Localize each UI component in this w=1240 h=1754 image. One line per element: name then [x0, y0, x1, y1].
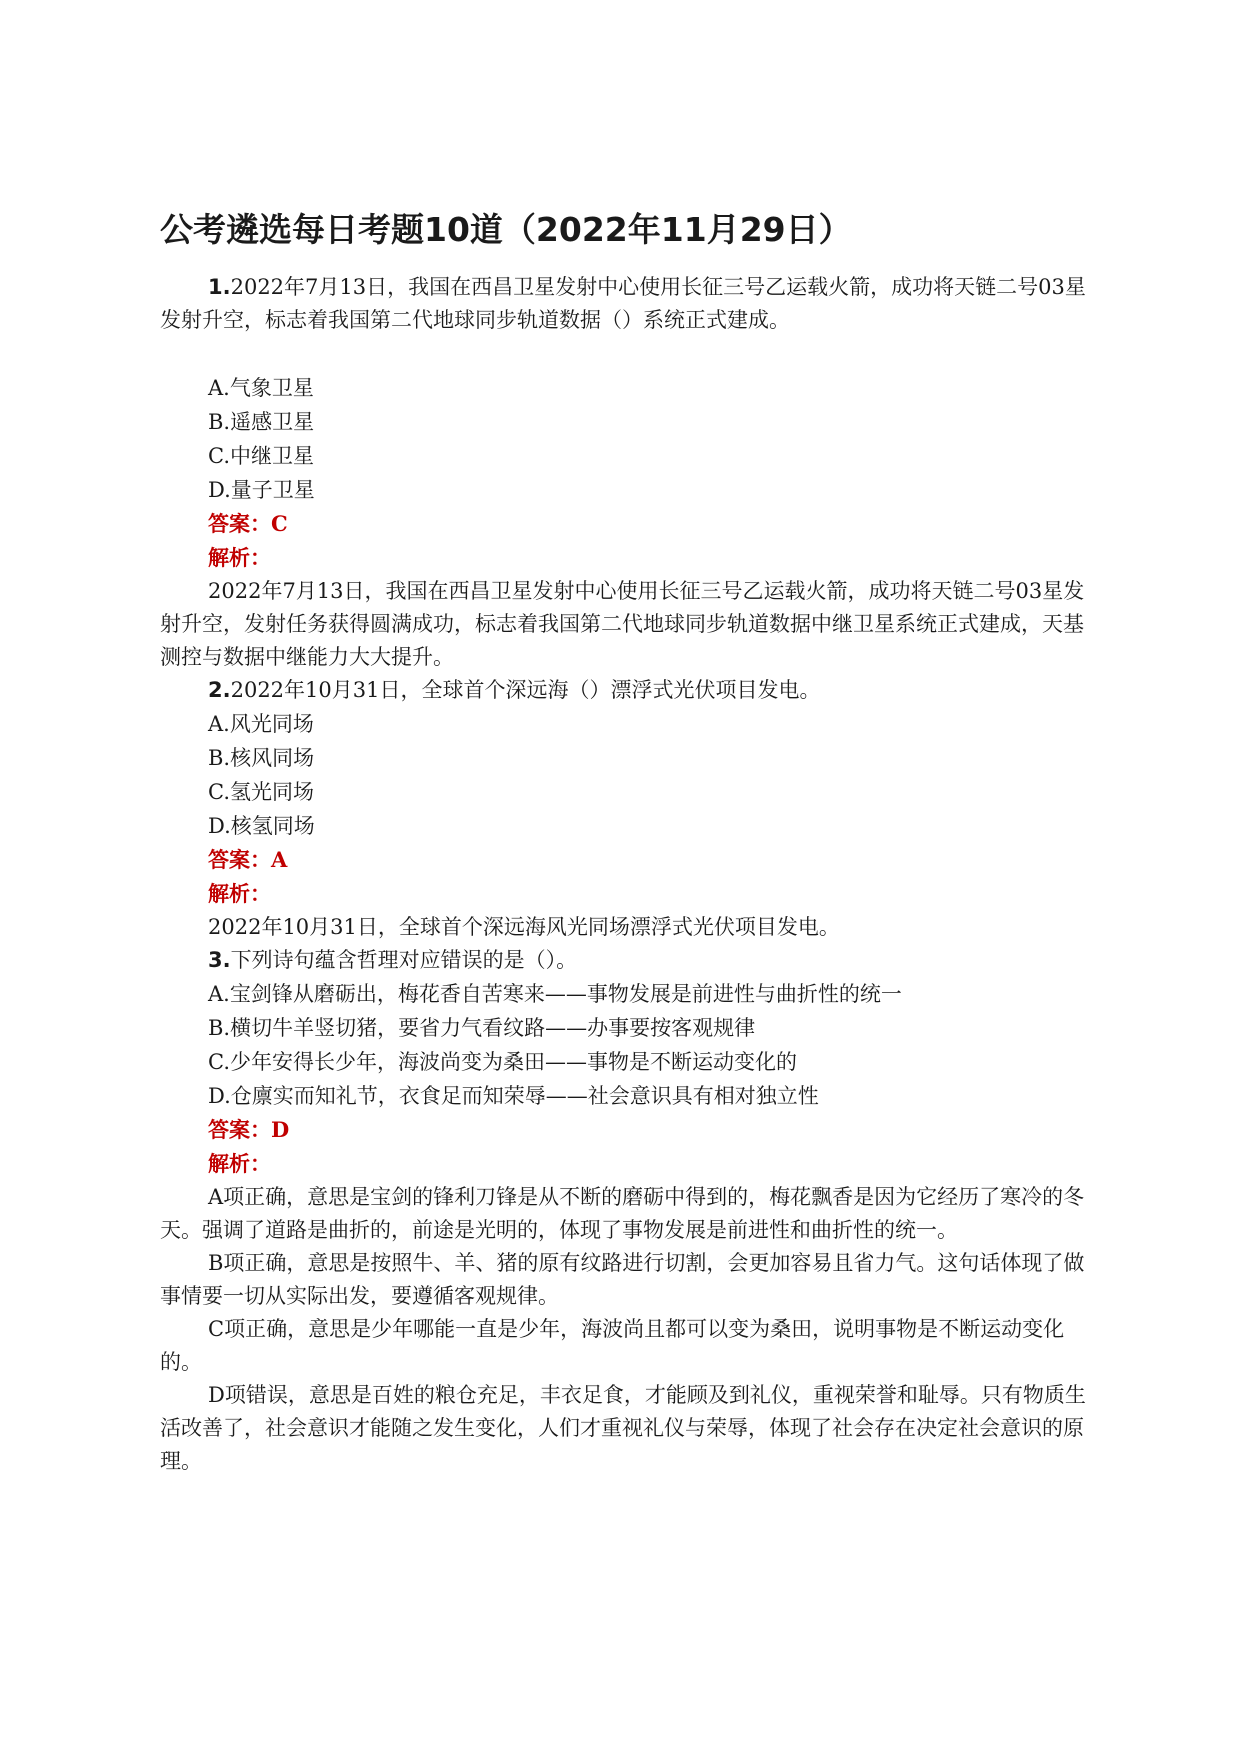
document-page [160, 205, 1090, 1478]
analysis-text: A项正确，意思是宝剑的锋利刀锋是从不断的磨砺中得到的，梅花飘香是因为它经历了寒冷的冬天。强调了道路是曲折的，前途是光明的，体现了事物发展是前进性和曲折性的统一。 [160, 1185, 1085, 1242]
option-d: D.量子卫星 [208, 478, 315, 502]
answer-label: 答案：A [208, 847, 288, 872]
question-text: 2022年7月13日，我国在西昌卫星发射中心使用长征三号乙运载火箭，成功将天链二号03星发射升空，标志着我国第二代地球同步轨道数据（）系统正式建成。 [160, 275, 1086, 332]
question-number: 3. [208, 948, 231, 972]
analysis-label: 解析： [208, 881, 271, 906]
option-c: C.中继卫星 [208, 444, 314, 468]
spacer [160, 337, 1090, 371]
option-b: B.遥感卫星 [208, 410, 315, 434]
question-number: 2. [208, 678, 231, 702]
question-stem [160, 674, 1090, 707]
answer-label: 答案：C [208, 511, 288, 536]
option-a: A.宝剑锋从磨砺出，梅花香自苦寒来——事物发展是前进性与曲折性的统一 [208, 982, 902, 1006]
analysis-label: 解析： [208, 1151, 271, 1176]
analysis-label: 解析： [208, 545, 271, 570]
page-title: 公考遴选每日考题10道（2022年11月29日） [160, 210, 852, 249]
option-c: C.少年安得长少年，海波尚变为桑田——事物是不断运动变化的 [208, 1050, 797, 1074]
option-a: A.气象卫星 [208, 376, 314, 400]
question-number: 1. [208, 275, 231, 299]
answer-label: 答案：D [208, 1117, 290, 1142]
question-text: 2022年10月31日，全球首个深远海（）漂浮式光伏项目发电。 [230, 678, 821, 702]
question-2 [160, 674, 1090, 944]
analysis-text: C项正确，意思是少年哪能一直是少年，海波尚且都可以变为桑田，说明事物是不断运动变化的。 [160, 1317, 1065, 1374]
option-c: C.氢光同场 [208, 780, 314, 804]
question-3 [160, 944, 1090, 1478]
question-1 [160, 271, 1090, 674]
option-d: D.核氢同场 [208, 814, 315, 838]
analysis-text: 2022年7月13日，我国在西昌卫星发射中心使用长征三号乙运载火箭，成功将天链二号03星发射升空，发射任务获得圆满成功，标志着我国第二代地球同步轨道数据中继卫星系统正式建成，天基测控与数据中继能力大大提升。 [160, 579, 1085, 669]
analysis-text: D项错误，意思是百姓的粮仓充足，丰衣足食，才能顾及到礼仪，重视荣誉和耻辱。只有物质生活改善了，社会意识才能随之发生变化，人们才重视礼仪与荣辱，体现了社会存在决定社会意识的原理。 [160, 1383, 1086, 1473]
question-stem [160, 271, 1090, 337]
option-d: D.仓廪实而知礼节，衣食足而知荣辱——社会意识具有相对独立性 [208, 1084, 819, 1108]
analysis-text: B项正确，意思是按照牛、羊、猪的原有纹路进行切割，会更加容易且省力气。这句话体现了做事情要一切从实际出发，要遵循客观规律。 [160, 1251, 1085, 1308]
analysis-text: 2022年10月31日，全球首个深远海风光同场漂浮式光伏项目发电。 [208, 915, 840, 939]
question-text: 下列诗句蕴含哲理对应错误的是（）。 [230, 948, 578, 972]
option-b: B.核风同场 [208, 746, 315, 770]
option-b: B.横切牛羊竖切猪，要省力气看纹路——办事要按客观规律 [208, 1016, 756, 1040]
option-a: A.风光同场 [208, 712, 314, 736]
question-stem [160, 944, 1090, 977]
